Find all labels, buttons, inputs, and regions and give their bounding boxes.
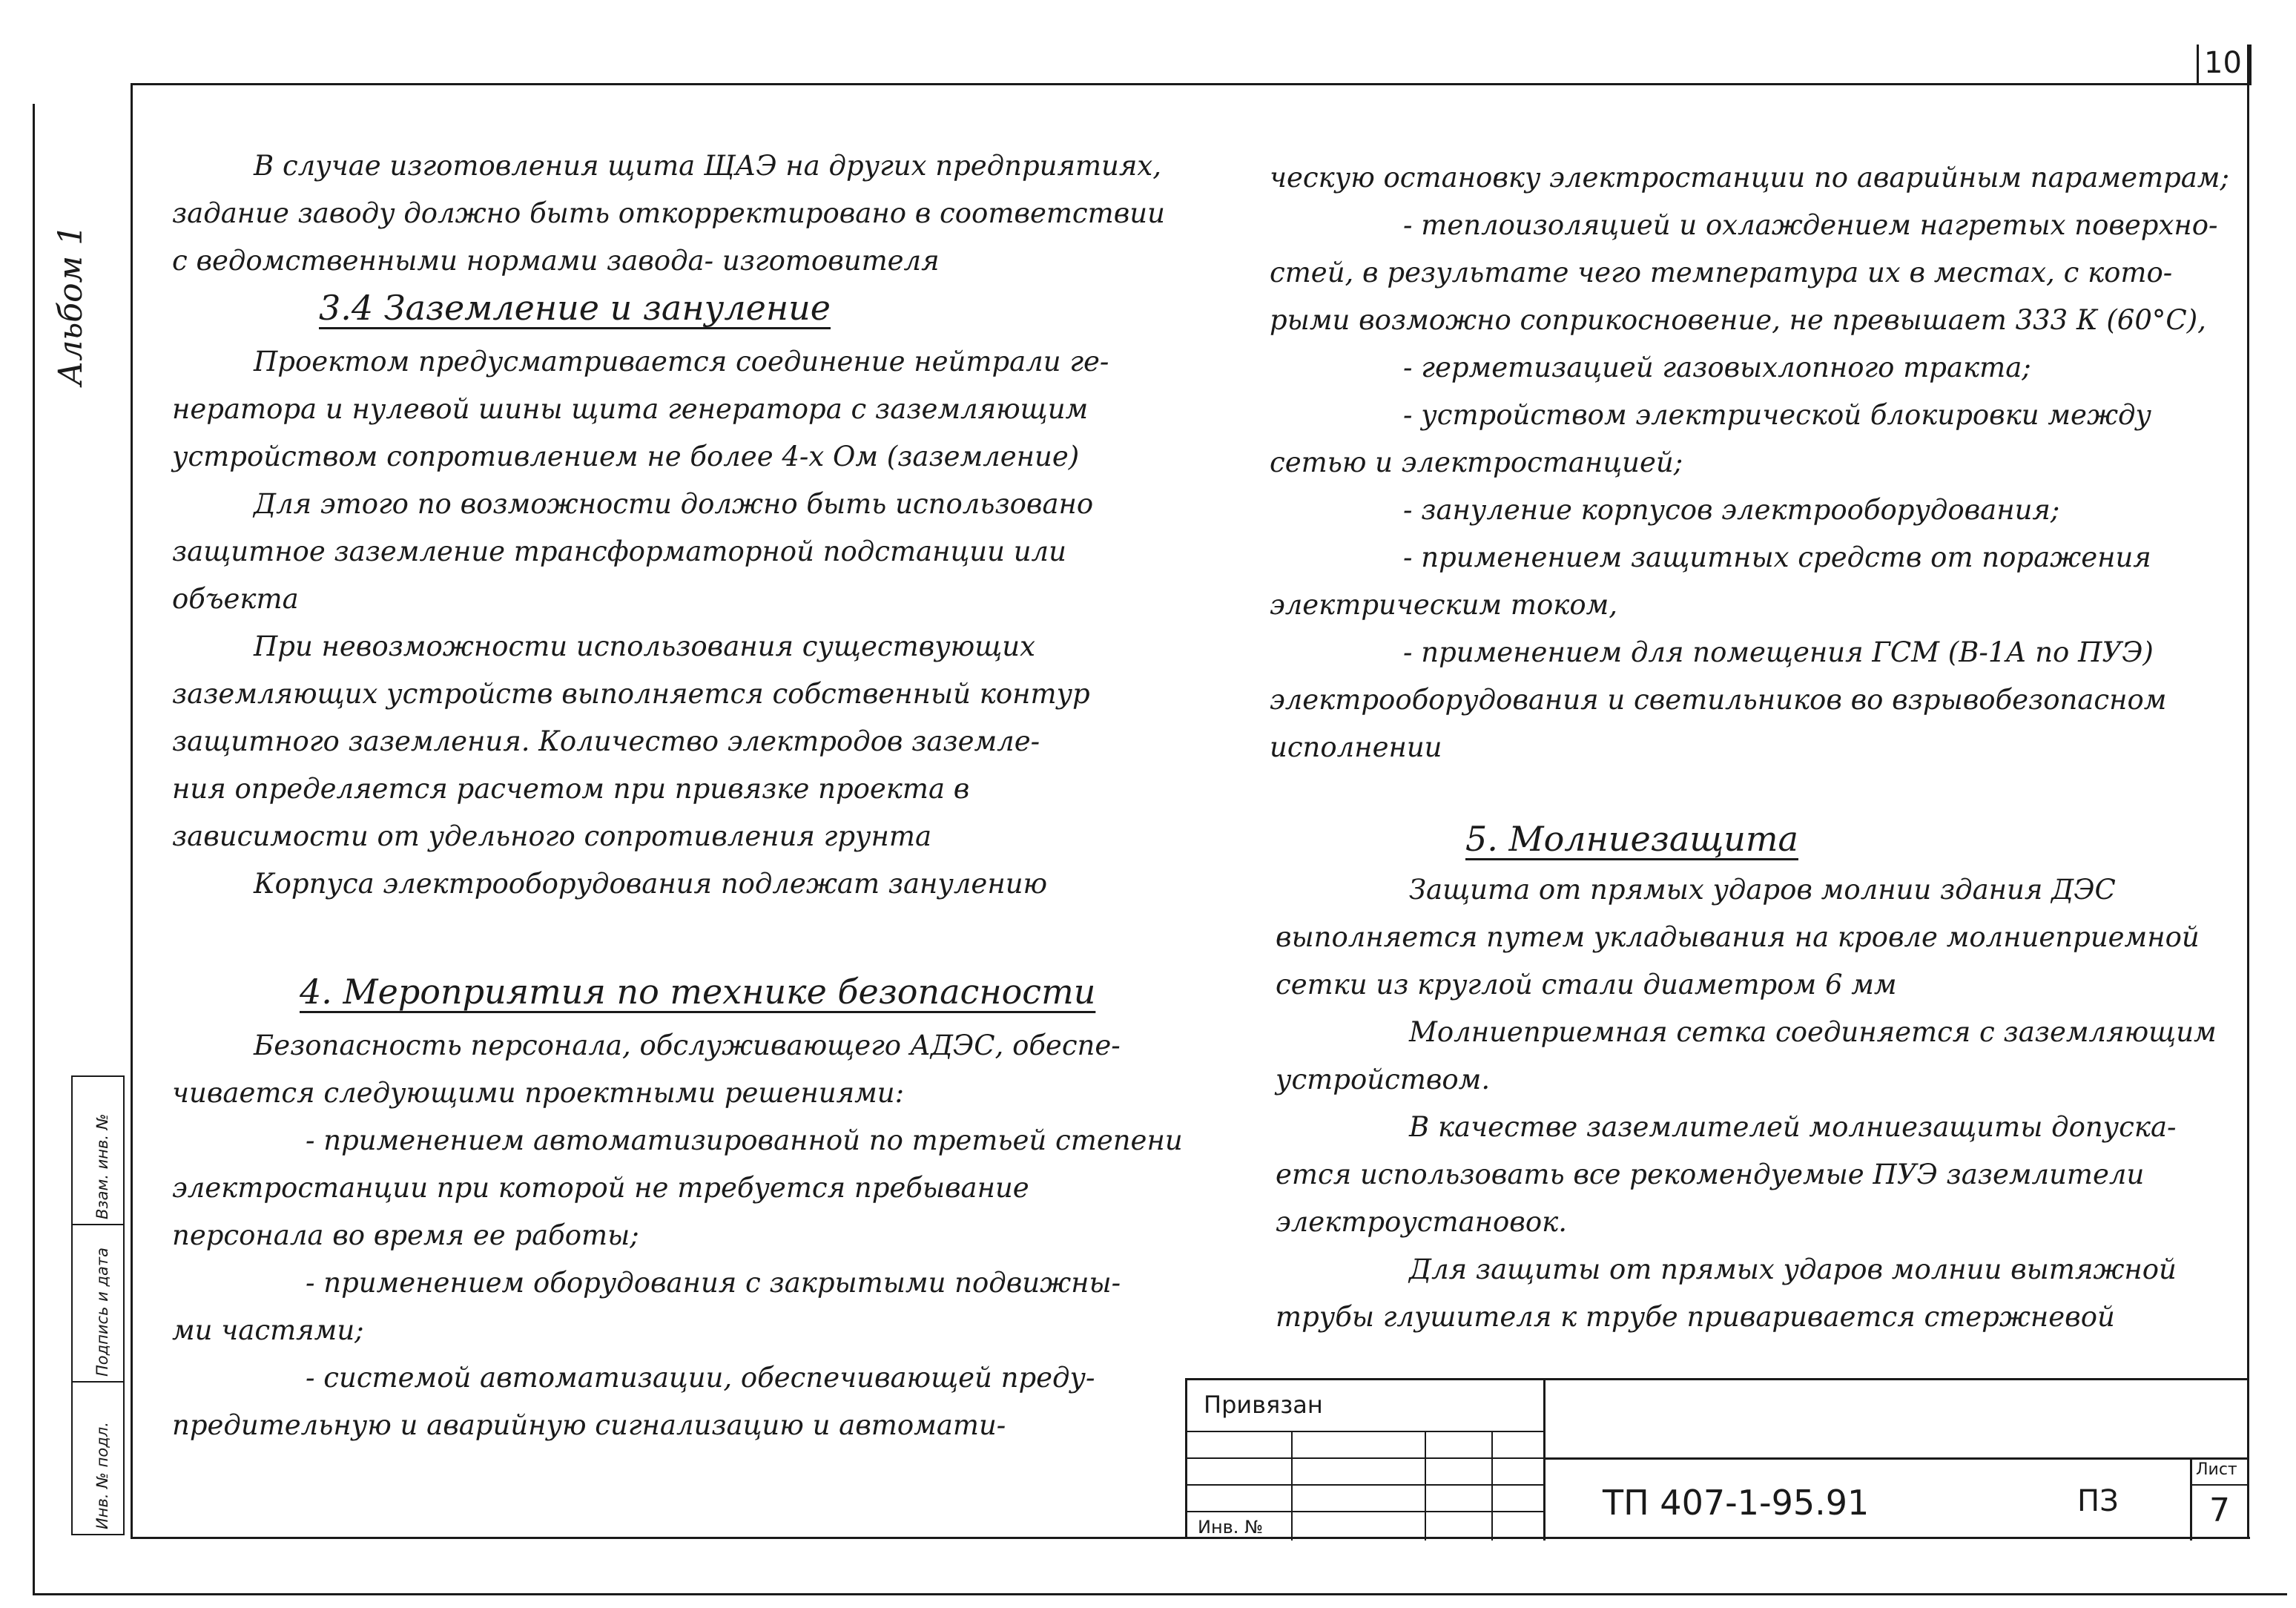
tb-doc-code: ТП 407-1-95.91 bbox=[1603, 1483, 1870, 1523]
frame-left-rule bbox=[131, 83, 133, 1538]
tb-sheet-number: 7 bbox=[2209, 1492, 2230, 1529]
heading-lightning-protection: 5. Молниезащита bbox=[1465, 819, 1798, 859]
frame-right-rule bbox=[2247, 45, 2249, 1538]
heading-grounding: 3.4 Заземление и зануление bbox=[319, 288, 831, 328]
outer-bottom-rule bbox=[33, 1593, 2287, 1595]
tb-inv-no-label: Инв. № bbox=[1198, 1517, 1264, 1538]
left-para-safety: Безопасность персонала, обслуживающего АДЭС, обеспе- чивается следующими проектными решениями: - применением автоматизированной по третьей степени электростанции при которой не требуется пребывание персонала во время ее работы; - применением оборудования с закрытыми подвижны- ми частями; - системой автоматизации, обеспечивающей преду- предительную и аварийную сигнализацию и автомати- bbox=[172, 1029, 1183, 1441]
tb-sheet-divider bbox=[2190, 1457, 2192, 1541]
tb-privyazan-label: Привязан bbox=[1204, 1391, 1323, 1419]
outer-left-rule bbox=[33, 104, 35, 1595]
right-para-top: ческую остановку электростанции по аварийным параметрам; - теплоизоляцией и охлаждением нагретых поверхно- стей, в результате чего температура их в местах, с кото- рыми возможно соприкосновение, не превышает 333 К (60°С), - герметизацией газовыхлопного тракта; - устройством электрической блокировки между сетью и электростанцией; - зануление корпусов электрооборудования; - применением защитных средств от поражения электрическим током, - применением для помещения ГСМ (В-1А по ПУЭ) электрооборудования и светильников во взрывобезопасном исполнении bbox=[1270, 162, 2229, 763]
title-block bbox=[1185, 1378, 2247, 1538]
right-para-lightning: Защита от прямых ударов молнии здания ДЭС выполняется путем укладывания на кровле молниеприемной сетки из круглой стали диаметром 6 мм Молниеприемная сетка соединяется с заземляющим устройством. В качестве заземлителей молниезащиты допуска- ется использовать все рекомендуемые ПУЭ заземлители электроустановок. Для защиты от прямых ударов молнии вытяжной трубы глушителя к трубе приваривается стержневой bbox=[1276, 874, 2217, 1333]
tb-sheet-label: Лист bbox=[2196, 1460, 2237, 1479]
page-number: 10 bbox=[2204, 46, 2242, 80]
stamp-signature-date: Подпись и дата bbox=[73, 1225, 123, 1383]
tb-left-box-right bbox=[1543, 1380, 1545, 1541]
heading-safety: 4. Мероприятия по технике безопасности bbox=[300, 972, 1096, 1012]
side-stamps bbox=[71, 1075, 125, 1535]
album-label: Альбом 1 bbox=[52, 224, 90, 386]
stamp-vzam-inv: Взам. инв. № bbox=[73, 1077, 123, 1225]
frame-top-rule bbox=[131, 83, 2252, 85]
tb-left-box-bottom bbox=[1187, 1431, 1543, 1432]
tb-main-top bbox=[1543, 1457, 2249, 1460]
left-para-2: Проектом предусматривается соединение нейтрали ге- нератора и нулевой шины щита генератора с заземляющим устройством сопротивлением не более 4-х Ом (заземление) Для этого по возможности должно быть использовано защитное заземление трансформаторной подстанции или объекта При невозможности использования существующих заземляющих устройств выполняется собственный контур защитного заземления. Количество электродов заземле- ния определяется расчетом при привязке проекта в зависимости от удельного сопротивления грунта Корпуса электрооборудования подлежат занулению bbox=[172, 346, 1109, 900]
left-para-1: В случае изготовления щита ЩАЭ на других предприятиях, задание заводу должно быть откорректировано в соответствии с ведомственными нормами завода- изготовителя bbox=[172, 150, 1165, 277]
stamp-inv-podl: Инв. № подл. bbox=[93, 1422, 111, 1529]
tb-section: ПЗ bbox=[2077, 1484, 2119, 1518]
